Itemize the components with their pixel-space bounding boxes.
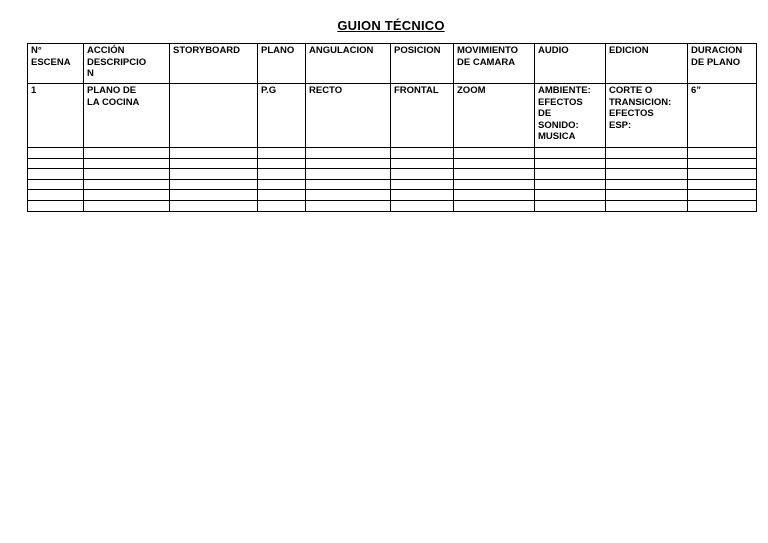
header-editing — [606, 44, 688, 84]
empty-cell — [28, 148, 84, 159]
empty-cell — [306, 190, 391, 201]
empty-cell — [688, 200, 757, 211]
cell-text: P.G — [261, 85, 277, 96]
empty-cell — [606, 179, 688, 190]
table-header-row — [28, 44, 757, 84]
header-text: POSICION — [394, 45, 441, 56]
empty-cell — [391, 148, 454, 159]
empty-cell — [606, 158, 688, 169]
header-action-description — [84, 44, 170, 84]
empty-cell — [454, 169, 535, 180]
header-text: PLANO — [261, 45, 295, 56]
header-text: MOVIMIENTO — [457, 45, 519, 56]
empty-cell — [170, 200, 258, 211]
empty-cell — [535, 158, 606, 169]
empty-cell — [391, 179, 454, 190]
cell-text: RECTO — [309, 85, 343, 96]
header-text: ACCIÓN — [87, 45, 125, 56]
cell-text: SONIDO: — [538, 119, 579, 131]
header-storyboard — [170, 44, 258, 84]
cell-text: FRONTAL — [394, 85, 439, 96]
header-shot-duration — [688, 44, 757, 84]
empty-cell — [28, 200, 84, 211]
cell-text: 1 — [31, 85, 37, 96]
empty-cell — [688, 190, 757, 201]
empty-cell — [258, 179, 306, 190]
empty-cell — [170, 158, 258, 169]
empty-cell — [28, 158, 84, 169]
header-text: N — [87, 68, 94, 79]
empty-cell — [391, 158, 454, 169]
cell-editing — [606, 84, 688, 148]
header-text: ESCENA — [31, 56, 71, 68]
empty-cell — [606, 148, 688, 159]
empty-cell — [454, 179, 535, 190]
empty-cell — [258, 169, 306, 180]
table-row — [28, 158, 757, 169]
cell-angle — [306, 84, 391, 148]
header-text: ANGULACION — [309, 45, 374, 56]
empty-cell — [688, 148, 757, 159]
empty-cell — [688, 158, 757, 169]
empty-cell — [258, 190, 306, 201]
cell-text: DE — [538, 108, 552, 119]
empty-cell — [28, 179, 84, 190]
cell-text: ZOOM — [457, 85, 486, 96]
empty-cell — [170, 148, 258, 159]
cell-storyboard — [170, 84, 258, 148]
cell-shot — [258, 84, 306, 148]
empty-cell — [688, 169, 757, 180]
cell-text: EFECTOS — [538, 96, 583, 108]
header-text: STORYBOARD — [173, 45, 241, 56]
empty-cell — [28, 169, 84, 180]
cell-scene-number — [28, 84, 84, 148]
empty-cell — [306, 179, 391, 190]
header-audio — [535, 44, 606, 84]
table-row — [28, 179, 757, 190]
table-row — [28, 190, 757, 201]
empty-cell — [535, 200, 606, 211]
cell-text: TRANSICION: — [609, 96, 672, 108]
header-text: DE CAMARA — [457, 56, 516, 68]
cell-position — [391, 84, 454, 148]
empty-cell — [391, 200, 454, 211]
cell-text: PLANO DE — [87, 85, 137, 96]
cell-text: EFECTOS — [609, 108, 654, 119]
empty-cell — [258, 148, 306, 159]
empty-cell — [535, 148, 606, 159]
header-text: N° — [31, 45, 42, 56]
header-text: EDICION — [609, 45, 649, 56]
cell-shot-duration — [688, 84, 757, 148]
cell-camera-movement — [454, 84, 535, 148]
header-text: DURACION — [691, 45, 743, 56]
empty-cell — [170, 169, 258, 180]
empty-cell — [454, 148, 535, 159]
empty-cell — [454, 200, 535, 211]
table-row — [28, 148, 757, 159]
empty-cell — [258, 158, 306, 169]
document-title: GUION TÉCNICO — [337, 18, 445, 33]
cell-action-description — [84, 84, 170, 148]
empty-cell — [535, 169, 606, 180]
header-text: AUDIO — [538, 45, 569, 56]
empty-cell — [84, 200, 170, 211]
empty-cell — [606, 190, 688, 201]
empty-cell — [28, 190, 84, 201]
empty-cell — [306, 158, 391, 169]
empty-cell — [306, 169, 391, 180]
empty-cell — [535, 190, 606, 201]
empty-cell — [84, 179, 170, 190]
empty-cell — [535, 179, 606, 190]
empty-cell — [306, 148, 391, 159]
header-position — [391, 44, 454, 84]
header-shot — [258, 44, 306, 84]
cell-text: MUSICA — [538, 131, 576, 142]
empty-cell — [170, 190, 258, 201]
technical-script-table — [27, 43, 757, 212]
header-scene-number — [28, 44, 84, 84]
empty-cell — [454, 158, 535, 169]
empty-cell — [606, 200, 688, 211]
cell-text: 6” — [691, 85, 702, 96]
cell-audio — [535, 84, 606, 148]
empty-cell — [306, 200, 391, 211]
header-text: DESCRIPCIO — [87, 56, 147, 68]
cell-text: AMBIENTE: — [538, 85, 591, 96]
empty-cell — [84, 148, 170, 159]
header-camera-movement — [454, 44, 535, 84]
empty-cell — [258, 200, 306, 211]
header-text: DE PLANO — [691, 56, 741, 68]
empty-cell — [688, 179, 757, 190]
empty-cell — [391, 169, 454, 180]
header-angle — [306, 44, 391, 84]
empty-cell — [391, 190, 454, 201]
empty-cell — [606, 169, 688, 180]
cell-text: CORTE O — [609, 85, 653, 96]
table-row — [28, 200, 757, 211]
empty-cell — [170, 179, 258, 190]
cell-text: LA COCINA — [87, 96, 140, 108]
empty-cell — [454, 190, 535, 201]
table-row — [28, 169, 757, 180]
empty-cell — [84, 158, 170, 169]
empty-rows-group — [28, 148, 757, 212]
cell-text: ESP: — [609, 119, 632, 131]
empty-cell — [84, 169, 170, 180]
table-row — [28, 84, 757, 148]
empty-cell — [84, 190, 170, 201]
